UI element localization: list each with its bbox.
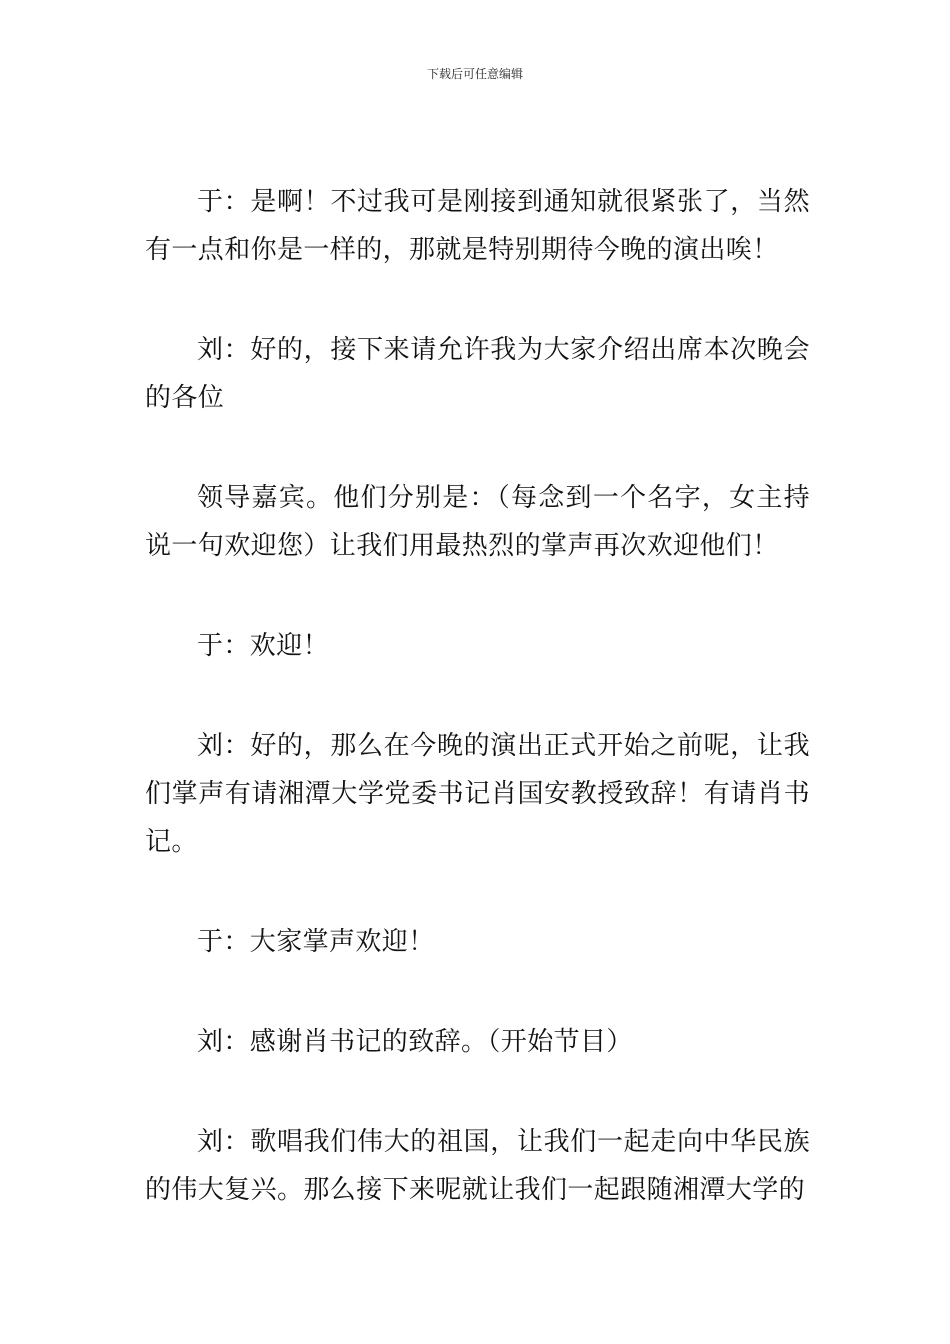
paragraph-7: 刘：感谢肖书记的致辞。（开始节目） [197,1027,633,1057]
paragraph-2: 刘：好的，接下来请允许我为大家介绍出席本次晚会的各位 [145,335,810,413]
paragraph-3: 领导嘉宾。他们分别是：（每念到一个名字，女主持说一句欢迎您）让我们用最热烈的掌声再次欢迎他们！ [145,483,810,561]
paragraph-5: 刘：好的，那么在今晚的演出正式开始之前呢，让我们掌声有请湘潭大学党委书记肖国安教授致辞！有请肖书记。 [145,731,810,857]
paragraph-1: 于：是啊！不过我可是刚接到通知就很紧张了，当然有一点和你是一样的，那就是特别期待今晚的演出唉！ [145,187,810,265]
paragraph-4: 于：欢迎！ [197,631,330,661]
paragraph-6: 于：大家掌声欢迎！ [197,927,435,957]
page-header-note: 下载后可任意编辑 [426,67,523,81]
paragraph-8: 刘：歌唱我们伟大的祖国，让我们一起走向中华民族的伟大复兴。那么接下来呢就让我们一起跟随湘潭大学的 [145,1127,810,1205]
document-body [145,178,810,1214]
